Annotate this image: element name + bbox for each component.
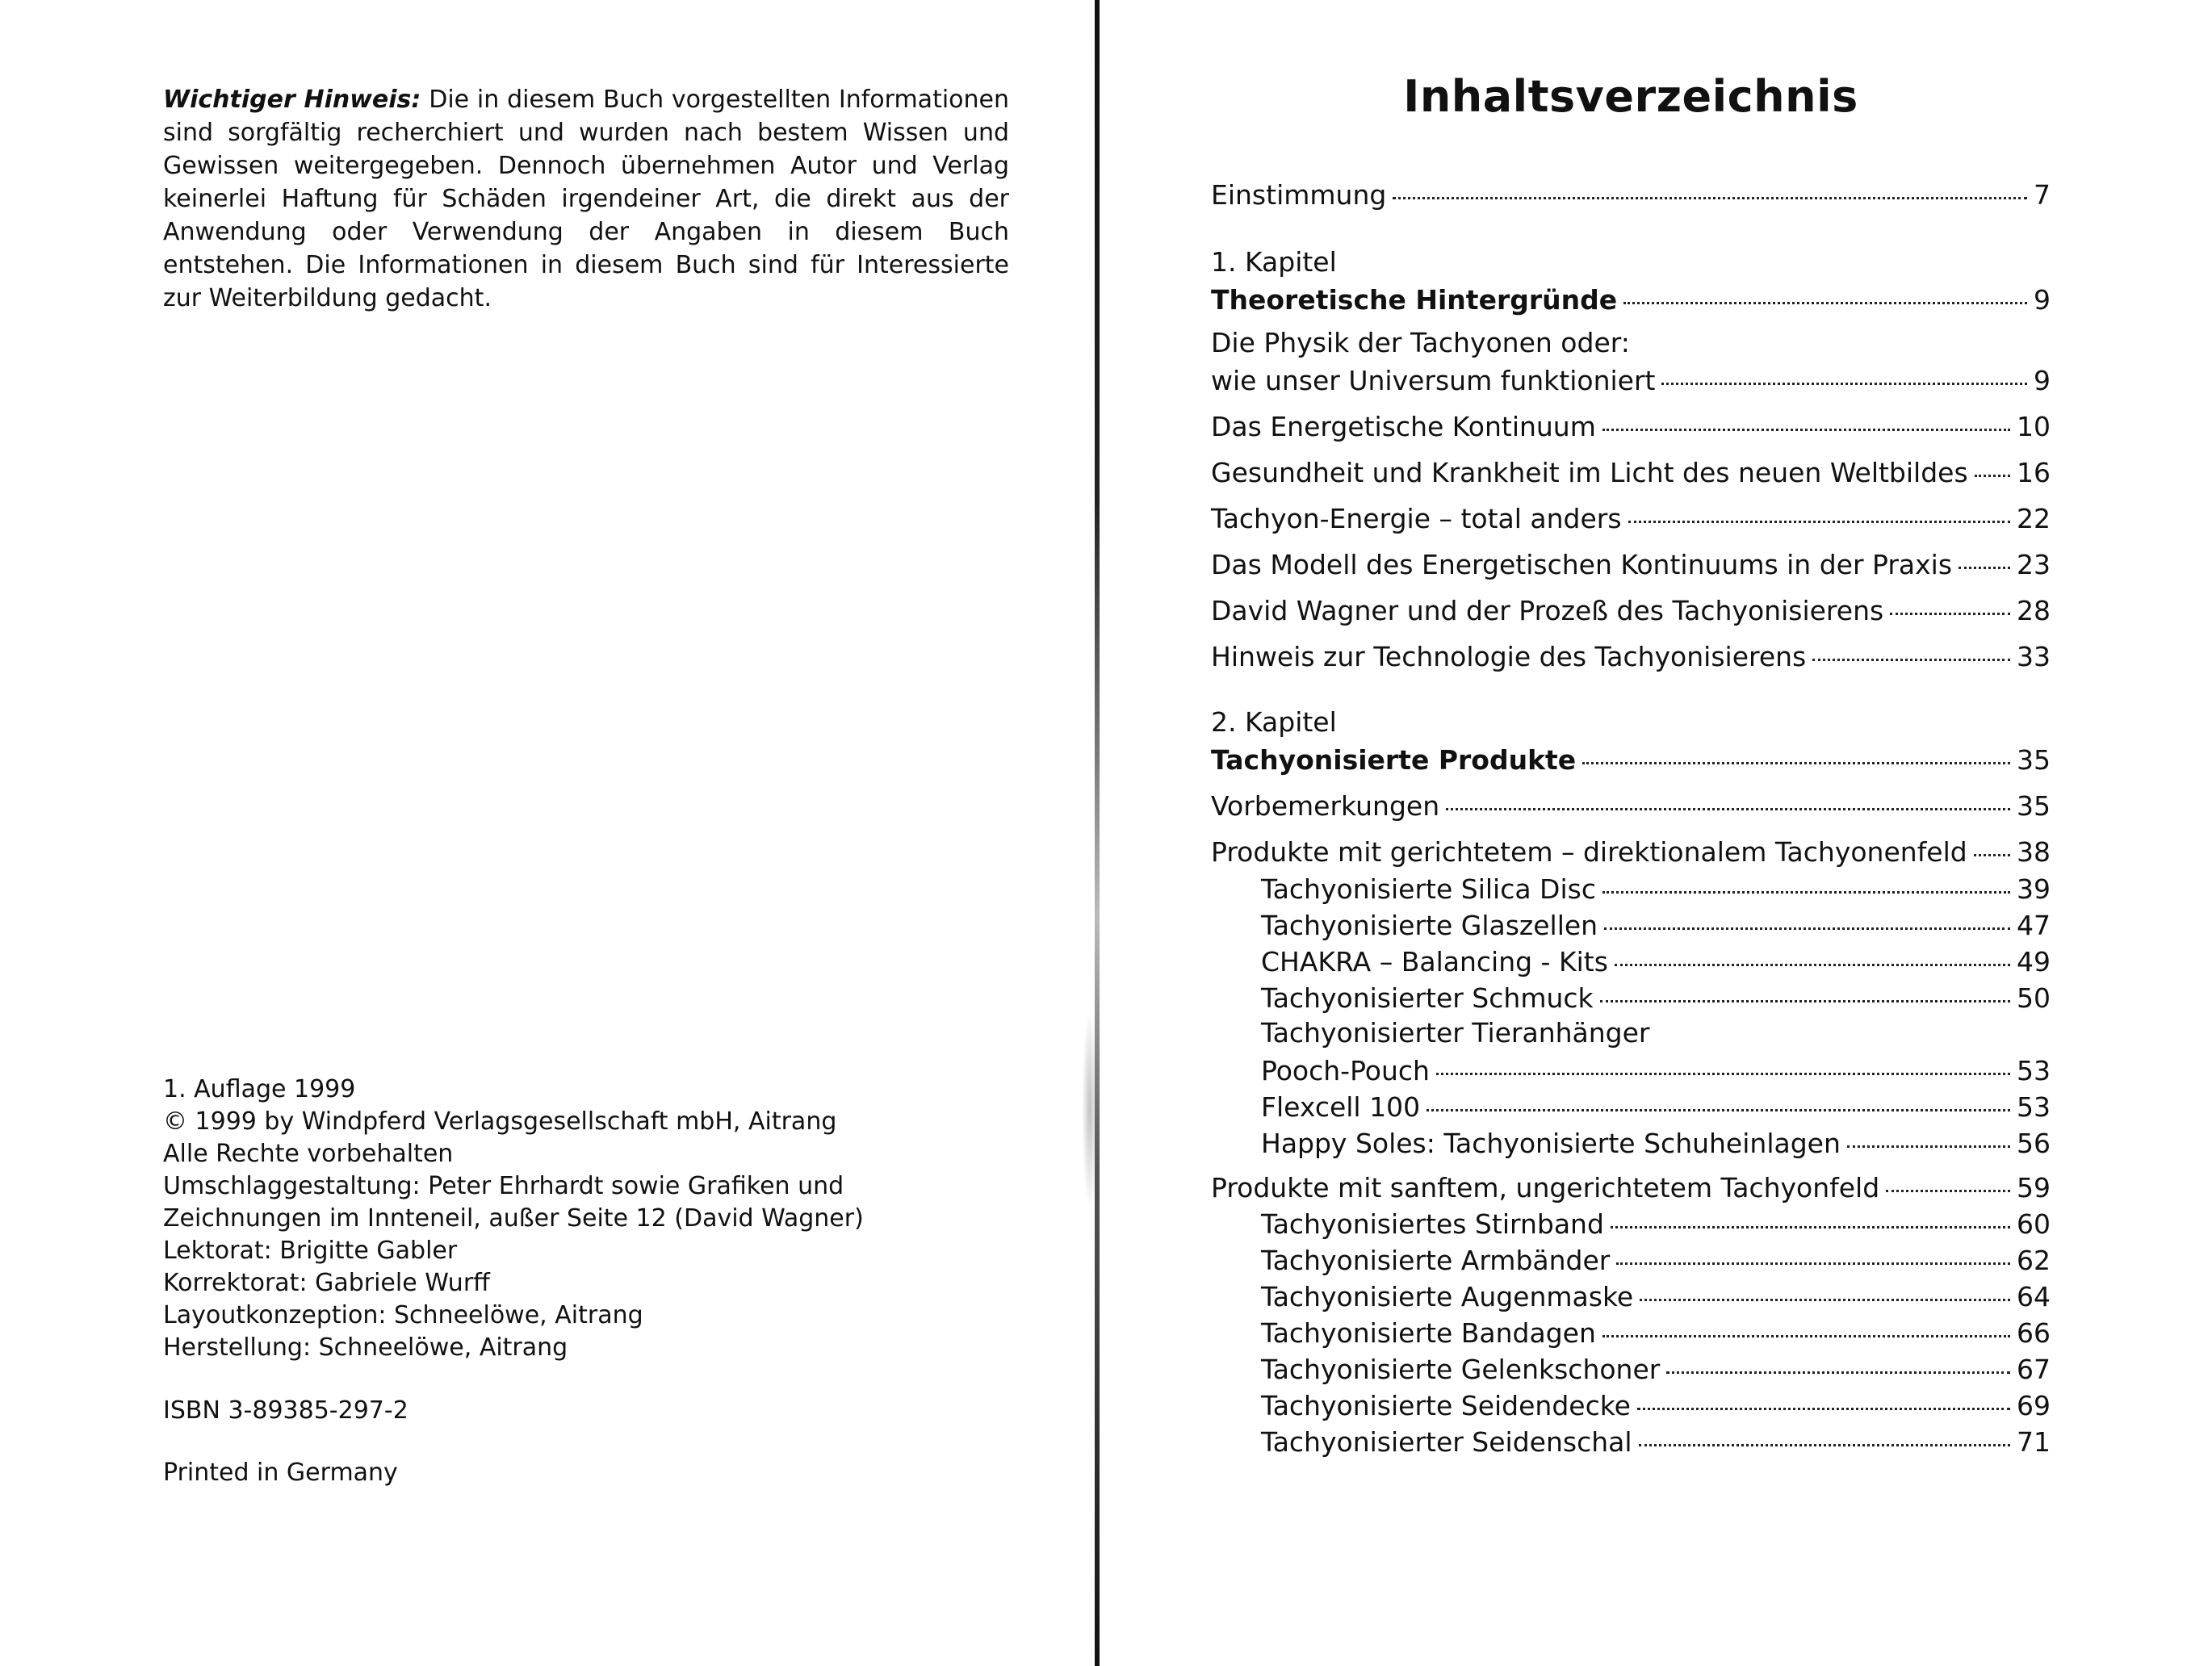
toc-entry [1211, 1425, 2051, 1458]
toc-entry-page: 47 [2017, 910, 2051, 941]
toc-entry [1211, 1170, 2051, 1203]
toc-entry-text: Tachyonisierte Seidendecke [1261, 1390, 1631, 1421]
toc-entry [1211, 835, 2051, 868]
toc-entry-text: Das Energetische Kontinuum [1211, 411, 1596, 442]
toc-entry-text: Flexcell 100 [1261, 1091, 1421, 1123]
toc-leader [1886, 1166, 2010, 1192]
toc-entry-text: Tachyonisierte Gelenkschoner [1261, 1354, 1661, 1385]
toc-entry-text: Tachyonisierte Bandagen [1261, 1317, 1596, 1349]
toc-leader [1611, 1202, 2010, 1229]
imprint-edition: 1. Auflage 1999 [163, 1075, 356, 1103]
toc-leader [1666, 1347, 2010, 1374]
toc-entry [1211, 639, 2051, 672]
toc-entry [1211, 1352, 2051, 1385]
toc-entry-page: 53 [2017, 1091, 2051, 1123]
toc-entry-text: Tachyonisierter Tieranhänger [1261, 1017, 1650, 1049]
toc-leader [1628, 496, 2010, 523]
toc-entry-page: 69 [2017, 1390, 2051, 1421]
toc-entry-text: Das Modell des Energetischen Kontinuums in der Praxis [1211, 549, 1953, 580]
toc-entry-page: 9 [2034, 284, 2051, 316]
toc-entry-page: 62 [2017, 1245, 2051, 1276]
imprint-block [163, 1074, 1009, 1364]
toc-entry [1211, 363, 2051, 396]
toc-title: Inhaltsverzeichnis [1403, 71, 1858, 122]
toc-leader [1426, 1085, 2010, 1111]
toc-entry-page: 38 [2017, 836, 2051, 868]
toc-entry [1211, 283, 2051, 316]
toc-entry-page: 67 [2017, 1354, 2051, 1385]
toc-entry-text: Tachyonisierte Silica Disc [1261, 873, 1596, 905]
toc-entry-page: 35 [2017, 790, 2051, 822]
toc-entry-page: 10 [2017, 411, 2051, 442]
toc-leader [1602, 867, 2010, 894]
toc-leader [1974, 830, 2010, 856]
toc-leader [1602, 1311, 2010, 1337]
toc-entry [1211, 178, 2051, 211]
toc-entry-page: 49 [2017, 946, 2051, 977]
toc-entry-text: Die Physik der Tachyonen oder: [1211, 327, 1630, 358]
notice-text: Die in diesem Buch vorgestellten Informationen sind sorgfältig recherchiert und wurden nach bestem Wissen und Gewissen weitergegeben. Dennoch übernehmen Autor und Verlag keinerlei Haftung für Schäden irgendeiner Art, die direkt aus der Anwendung oder Verwendung der Angaben in diesem Buch entstehen. Die Informationen in diesem Buch sind für Interessierte zur Weiterbildung gedacht. [163, 86, 1010, 312]
toc-entry-text: Tachyonisierte Armbänder [1261, 1245, 1611, 1276]
toc-leader [1615, 940, 2010, 966]
toc-entry-text: Tachyonisiertes Stirnband [1261, 1208, 1604, 1240]
book-gutter [1095, 0, 1100, 1666]
imprint-proofreading: Korrektorat: Gabriele Wurff [163, 1269, 490, 1297]
toc-entry [1211, 1207, 2051, 1240]
toc-entry-page: 28 [2017, 595, 2051, 626]
toc-entry [1211, 547, 2051, 580]
toc-entry [1211, 981, 2051, 1014]
chapter-heading: 2. Kapitel [1211, 706, 1337, 738]
toc-entry-text: Gesundheit und Krankheit im Licht des neuen Weltbildes [1211, 457, 1968, 488]
toc-entry [1211, 944, 2051, 977]
toc-entry [1211, 593, 2051, 626]
toc-entry [1211, 1388, 2051, 1421]
toc-entry-page: 22 [2017, 503, 2051, 534]
imprint-copyright: © 1999 by Windpferd Verlagsgesellschaft mbH, Aitrang [163, 1107, 837, 1136]
toc-leader [1637, 1383, 2010, 1410]
toc-entry-page: 9 [2034, 365, 2051, 396]
toc-entry-text: Tachyonisierter Seidenschal [1261, 1426, 1632, 1458]
legal-notice [163, 83, 1009, 315]
toc-entry [1211, 1316, 2051, 1349]
notice-label: Wichtiger Hinweis: [163, 86, 421, 114]
toc-entry [1211, 1090, 2051, 1123]
imprint-drawings: Zeichnungen im Innteneil, außer Seite 12 (David Wagner) [163, 1204, 864, 1233]
toc-entry [1211, 1279, 2051, 1312]
toc-entry-text: Produkte mit gerichtetem – direktionalem Tachyonenfeld [1211, 836, 1967, 868]
toc-entry-page: 39 [2017, 873, 2051, 905]
toc-leader [1959, 542, 2010, 569]
toc-entry-text: Tachyon-Energie – total anders [1211, 503, 1622, 534]
toc-leader [1890, 588, 2010, 615]
imprint-production: Herstellung: Schneelöwe, Aitrang [163, 1333, 568, 1362]
toc-leader [1393, 173, 2027, 199]
toc-entry-page: 64 [2017, 1281, 2051, 1312]
imprint-rights: Alle Rechte vorbehalten [163, 1140, 454, 1168]
toc-entry-text: Hinweis zur Technologie des Tachyonisierens [1211, 641, 1807, 672]
toc-leader [1847, 1121, 2010, 1148]
toc-leader [1436, 1049, 2010, 1075]
toc-entry [1211, 409, 2051, 442]
toc-entry-page: 50 [2017, 982, 2051, 1014]
toc-entry [1211, 872, 2051, 905]
toc-entry-text: David Wagner und der Prozeß des Tachyonisierens [1211, 595, 1884, 626]
toc-leader [1604, 903, 2010, 930]
toc-entry-text: Tachyonisierte Produkte [1211, 744, 1577, 776]
toc-entry-text: wie unser Universum funktioniert [1211, 365, 1656, 396]
imprint-editor: Lektorat: Brigitte Gabler [163, 1237, 458, 1265]
toc-entry [1211, 1243, 2051, 1276]
toc-entry-text: Produkte mit sanftem, ungerichtetem Tachyonfeld [1211, 1172, 1880, 1203]
printed-in: Printed in Germany [163, 1459, 398, 1487]
toc-entry [1211, 455, 2051, 488]
toc-entry [1211, 1126, 2051, 1159]
isbn: ISBN 3-89385-297-2 [163, 1396, 408, 1425]
imprint-layout: Layoutkonzeption: Schneelöwe, Aitrang [163, 1301, 643, 1329]
toc-entry [1211, 1053, 2051, 1086]
imprint-cover-design: Umschlaggestaltung: Peter Ehrhardt sowie Grafiken und [163, 1172, 844, 1200]
toc-entry-page: 71 [2017, 1426, 2051, 1458]
toc-leader [1623, 278, 2027, 304]
toc-leader [1582, 738, 2010, 764]
toc-entry-page: 35 [2017, 744, 2051, 776]
toc-leader [1975, 450, 2010, 477]
toc-leader [1639, 1420, 2010, 1446]
toc-entry-text: Happy Soles: Tachyonisierte Schuheinlagen [1261, 1128, 1841, 1159]
toc-entry-text: Theoretische Hintergründe [1211, 284, 1618, 316]
toc-entry-page: 60 [2017, 1208, 2051, 1240]
toc-entry-text: Tachyonisierte Augenmaske [1261, 1281, 1634, 1312]
toc-leader [1616, 1238, 2010, 1265]
toc-entry [1211, 908, 2051, 941]
toc-entry-page: 16 [2017, 457, 2051, 488]
toc-leader [1600, 976, 2010, 1003]
toc-entry-page: 7 [2034, 179, 2051, 211]
toc-leader [1661, 358, 2027, 385]
chapter-heading: 1. Kapitel [1211, 246, 1337, 278]
toc-entry [1211, 743, 2051, 776]
toc-entry-page: 59 [2017, 1172, 2051, 1203]
toc-leader [1640, 1275, 2010, 1301]
toc-entry-text: Einstimmung [1211, 179, 1387, 211]
toc-entry-page: 33 [2017, 641, 2051, 672]
toc-entry-text: CHAKRA – Balancing - Kits [1261, 946, 1608, 977]
toc-entry-text: Pooch-Pouch [1261, 1055, 1430, 1086]
toc-leader [1812, 634, 2010, 661]
toc-entry-text: Vorbemerkungen [1211, 790, 1440, 822]
toc-entry-text: Tachyonisierte Glaszellen [1261, 910, 1598, 941]
toc-entry-text: Tachyonisierter Schmuck [1261, 982, 1594, 1014]
toc-entry-page: 53 [2017, 1055, 2051, 1086]
toc-entry [1211, 501, 2051, 534]
toc-entry-page: 23 [2017, 549, 2051, 580]
toc-entry-page: 66 [2017, 1317, 2051, 1349]
toc-leader [1602, 404, 2010, 431]
toc-entry-page: 56 [2017, 1128, 2051, 1159]
toc-leader [1446, 784, 2010, 810]
toc-entry [1211, 789, 2051, 822]
